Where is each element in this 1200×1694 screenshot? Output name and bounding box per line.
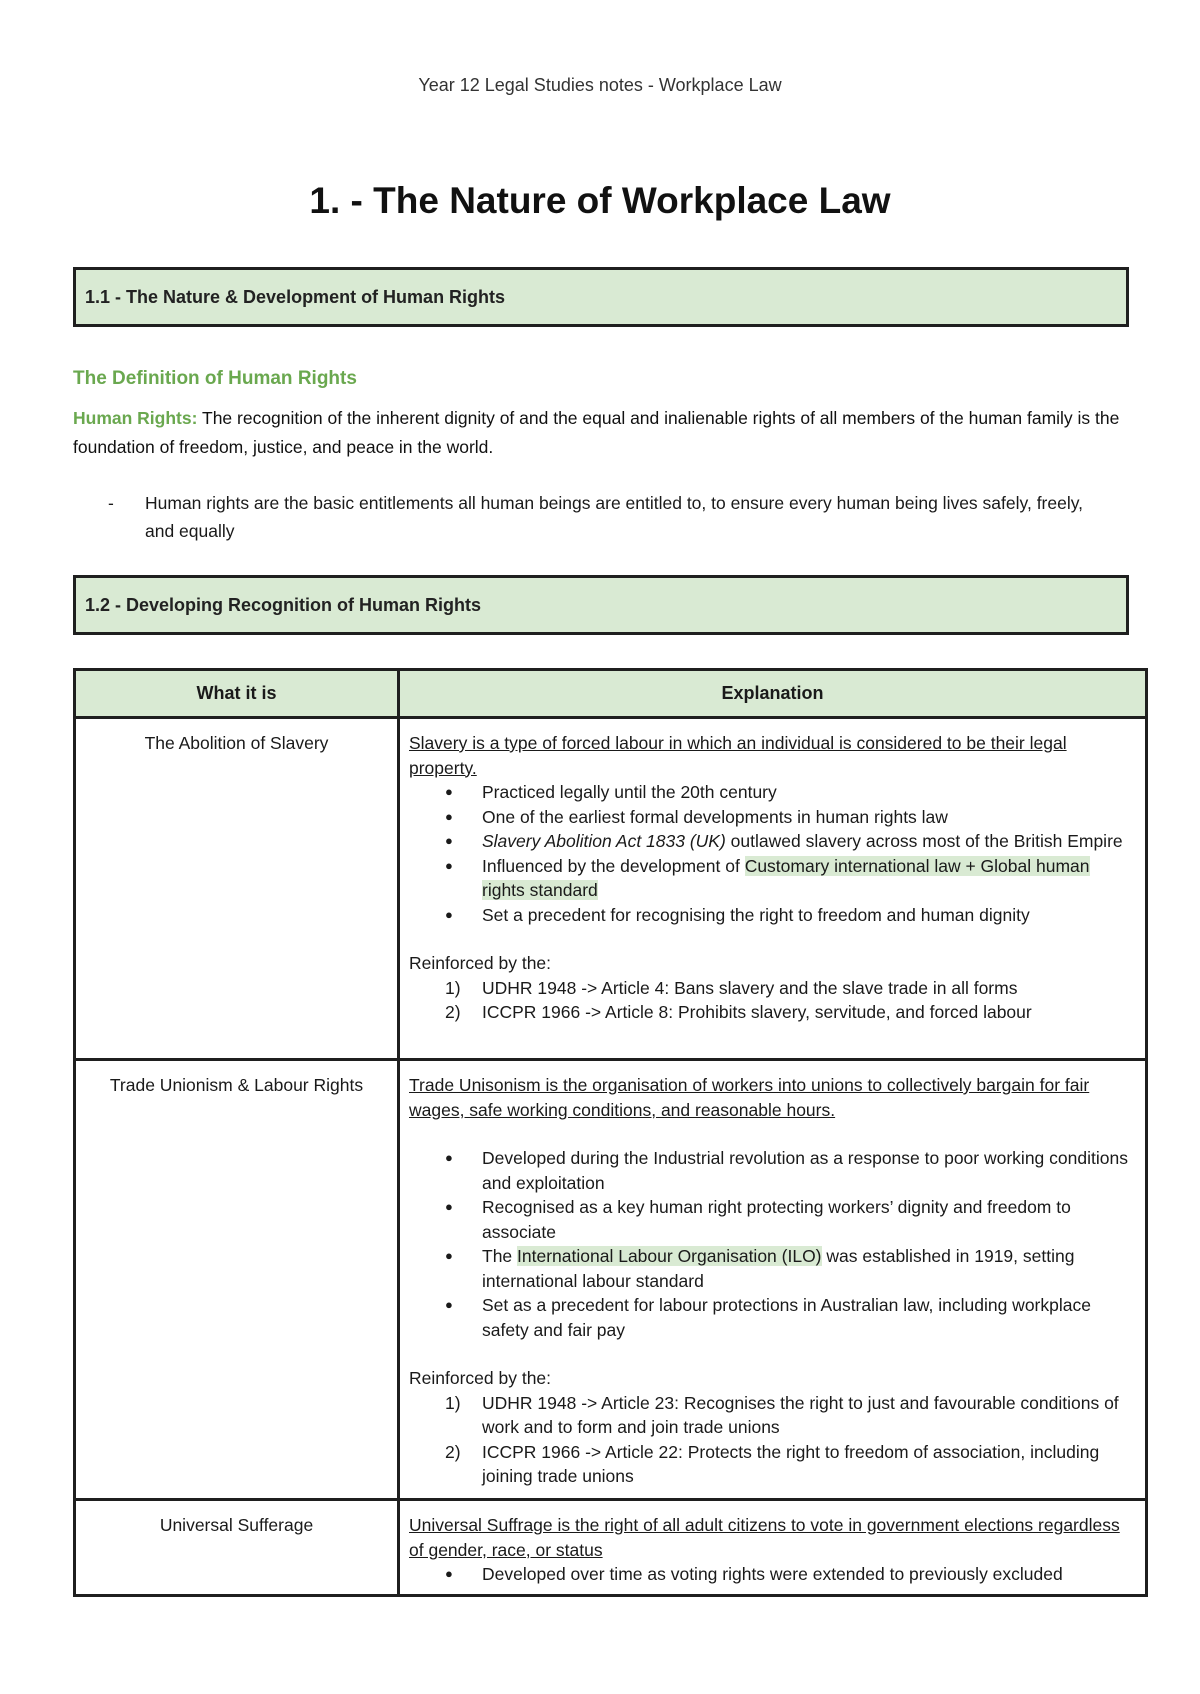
list-item <box>409 1244 1135 1293</box>
table-row <box>75 718 1147 1060</box>
bullet-icon: ● <box>445 1150 453 1165</box>
list-item <box>409 1562 1135 1587</box>
list-item-text: UDHR 1948 -> Article 23: Recognises the right to just and favourable conditions of work and to form and join trade unions <box>482 1392 1119 1437</box>
list-item-text: UDHR 1948 -> Article 4: Bans slavery and the slave trade in all forms <box>482 977 1018 998</box>
list-item <box>409 976 1135 1001</box>
list-item <box>409 829 1135 854</box>
reinforced-label: Reinforced by the: <box>409 953 552 973</box>
row-name-slavery: The Abolition of Slavery <box>75 718 399 1060</box>
bullet-icon: ● <box>445 1566 453 1581</box>
bullet-icon: ● <box>445 906 453 922</box>
list-item-text: One of the earliest formal developments in human rights law <box>482 806 948 827</box>
definition-term: Human Rights: <box>73 408 198 428</box>
bullet-list <box>409 780 1135 927</box>
list-item-text: Recognised as a key human right protecting workers’ dignity and freedom to associate <box>482 1197 1071 1242</box>
row-explanation-slavery <box>399 718 1147 1060</box>
page-title: 1. - The Nature of Workplace Law <box>309 180 891 221</box>
list-item-text: was established in 1919, setting international labour standard <box>482 1246 1075 1291</box>
act-name: Slavery Abolition Act 1833 (UK) <box>482 831 726 851</box>
list-item <box>409 780 1135 805</box>
bullet-icon: ● <box>445 1199 453 1214</box>
row-explanation-universal-suffrage <box>399 1500 1147 1596</box>
list-item-text: The <box>482 1246 518 1266</box>
list-item <box>409 1000 1135 1025</box>
column-header-what-it-is: What it is <box>75 670 399 718</box>
bullet-icon: ● <box>445 784 453 799</box>
human-rights-table <box>73 668 1148 1597</box>
bullet-icon: ● <box>445 1248 453 1263</box>
numbered-list <box>409 976 1135 1025</box>
list-item <box>409 1440 1135 1489</box>
list-item-text: Set a precedent for recognising the right to freedom and human dignity <box>482 904 1030 925</box>
lead-statement: Trade Unisonism is the organisation of workers into unions to collectively bargain for fair wages, safe working conditions, and reasonable hours. <box>409 1075 1090 1120</box>
section-heading-1-2: 1.2 - Developing Recognition of Human Rights <box>73 575 1129 635</box>
definition-text: The recognition of the inherent dignity of and the equal and inalienable rights of all members of the human family is the foundation of freedom, justice, and peace in the world. <box>73 408 1120 457</box>
list-item <box>409 854 1135 903</box>
bullet-icon: ● <box>445 808 453 824</box>
list-item <box>409 1146 1135 1195</box>
table-header-row <box>75 670 1147 718</box>
dash-point-text: Human rights are the basic entitlements all human beings are entitled to, to ensure every human being lives safely, freely, and equally <box>145 493 1084 541</box>
lead-statement: Universal Suffrage is the right of all adult citizens to vote in government elections regardless of gender, race, or status <box>409 1515 1120 1560</box>
list-item <box>409 805 1135 830</box>
list-number: 1) <box>445 1392 461 1413</box>
list-item-text: outlawed slavery across most of the British Empire <box>725 831 1123 851</box>
bullet-icon: ● <box>445 1297 453 1312</box>
dash-list-item <box>73 489 1093 545</box>
list-number: 2) <box>445 1002 461 1022</box>
bullet-list <box>409 1146 1135 1342</box>
row-name-trade-unionism: Trade Unionism & Labour Rights <box>75 1060 399 1500</box>
table-row <box>75 1500 1147 1596</box>
numbered-list <box>409 1391 1135 1489</box>
list-number: 2) <box>445 1441 461 1462</box>
list-number: 1) <box>445 977 461 998</box>
page-header: Year 12 Legal Studies notes - Workplace Law <box>418 75 782 95</box>
list-item <box>409 903 1135 928</box>
dash-marker: - <box>108 493 114 513</box>
row-explanation-trade-unionism <box>399 1060 1147 1500</box>
list-item <box>409 1195 1135 1244</box>
column-header-explanation: Explanation <box>399 670 1147 718</box>
table-row <box>75 1060 1147 1500</box>
list-item <box>409 1391 1135 1440</box>
list-item-text: ICCPR 1966 -> Article 22: Protects the right to freedom of association, including joining trade unions <box>482 1441 1100 1486</box>
row-name-universal-suffrage: Universal Sufferage <box>75 1500 399 1596</box>
lead-statement: Slavery is a type of forced labour in which an individual is considered to be their legal property. <box>409 733 1067 778</box>
highlighted-text: Customary international law + Global human rights standard <box>482 855 1090 900</box>
bullet-list <box>409 1562 1135 1587</box>
definition-heading: The Definition of Human Rights <box>73 368 357 389</box>
list-item-text: ICCPR 1966 -> Article 8: Prohibits slavery, servitude, and forced labour <box>482 1002 1032 1022</box>
bullet-icon: ● <box>445 833 453 848</box>
list-item-text: Set as a precedent for labour protections in Australian law, including workplace safety and fair pay <box>482 1295 1091 1340</box>
bullet-icon: ● <box>445 857 453 873</box>
section-heading-1-1: 1.1 - The Nature & Development of Human Rights <box>73 267 1129 327</box>
list-item-text: Practiced legally until the 20th century <box>482 782 777 802</box>
highlighted-text: International Labour Organisation (ILO) <box>517 1246 822 1266</box>
reinforced-label: Reinforced by the: <box>409 1368 552 1388</box>
list-item <box>409 1293 1135 1342</box>
list-item-text: Developed over time as voting rights were extended to previously excluded <box>482 1564 1063 1584</box>
definition-paragraph <box>73 404 1133 462</box>
list-item-text: Developed during the Industrial revolution as a response to poor working conditions and exploitation <box>482 1148 1128 1193</box>
list-item-text: Influenced by the development of <box>482 855 745 876</box>
